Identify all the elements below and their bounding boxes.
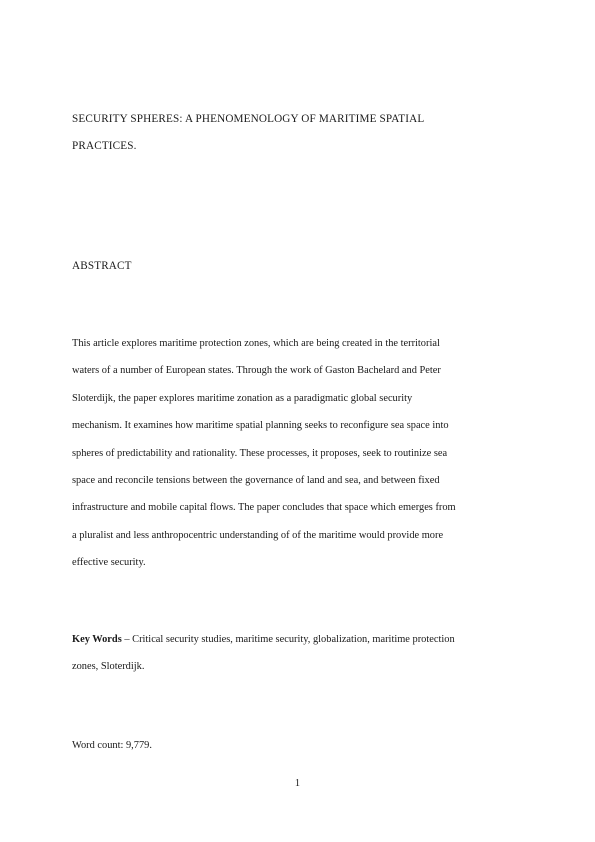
title-line: PRACTICES.: [72, 140, 137, 152]
abstract-heading: ABSTRACT: [72, 260, 132, 272]
abstract-line: a pluralist and less anthropocentric understanding of of the maritime would provide more: [72, 529, 444, 541]
abstract-line: effective security.: [72, 557, 146, 569]
keywords-line-2: zones, Sloterdijk.: [72, 661, 145, 673]
abstract-line: This article explores maritime protection zones, which are being created in the territorial: [72, 338, 440, 349]
page-number: 1: [294, 778, 301, 789]
title-line: SECURITY SPHERES: A PHENOMENOLOGY OF MARITIME SPATIAL: [72, 113, 425, 125]
abstract-line: space and reconcile tensions between the governance of land and sea, and between fixed: [72, 475, 440, 487]
paper-title: [72, 106, 532, 160]
keywords-section: [72, 626, 532, 681]
abstract-body: [72, 330, 532, 577]
abstract-line: Sloterdijk, the paper explores maritime zonation as a paradigmatic global security: [72, 392, 413, 404]
keywords-line: [72, 626, 532, 653]
keywords-label: Key Words: [72, 634, 122, 645]
abstract-line: waters of a number of European states. Through the work of Gaston Bachelard and Peter: [72, 365, 441, 377]
abstract-line: infrastructure and mobile capital flows. The paper concludes that space which emerges from: [72, 502, 456, 514]
abstract-line: spheres of predictability and rationality. These processes, it proposes, seek to routinize sea: [72, 447, 448, 459]
keywords-text: – Critical security studies, maritime security, globalization, maritime protection: [121, 634, 455, 645]
abstract-line: mechanism. It examines how maritime spatial planning seeks to reconfigure sea space into: [72, 420, 449, 432]
word-count: Word count: 9,779.: [72, 740, 152, 751]
